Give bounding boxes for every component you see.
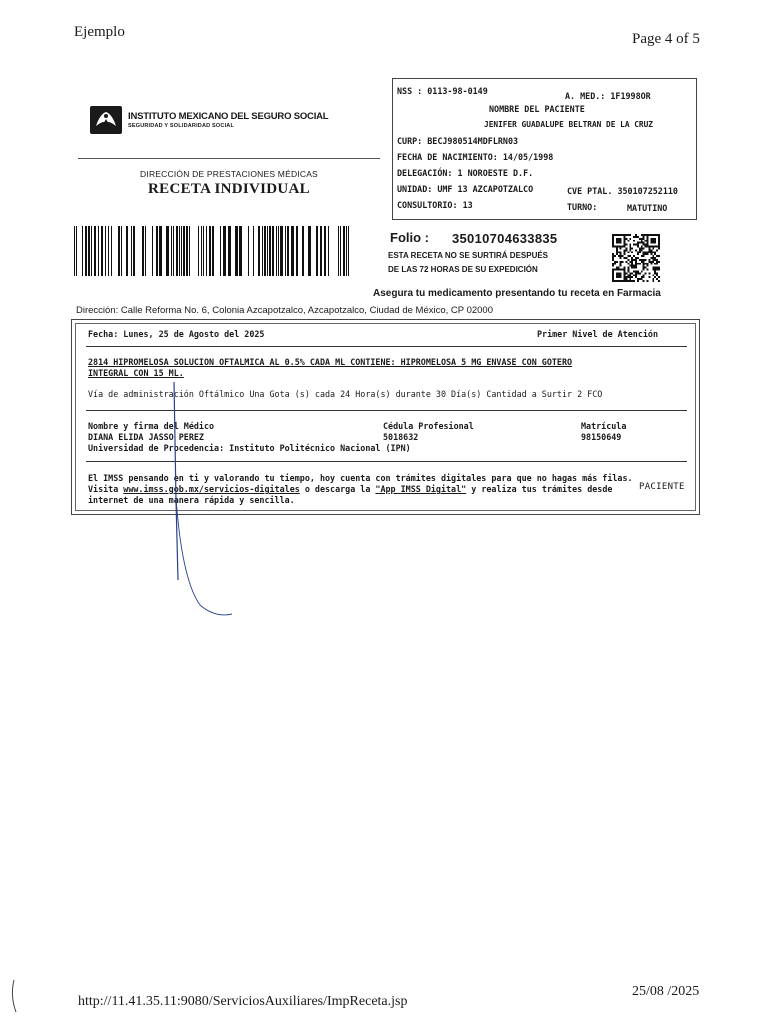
dob-label: FECHA DE NACIMIENTO: — [397, 152, 498, 162]
signature-mark — [160, 380, 240, 620]
matricula-label: Matrícula — [581, 421, 627, 431]
folio-note-line1: ESTA RECETA NO SE SURTIRÁ DESPUÉS — [388, 251, 549, 260]
unidad-value: UMF 13 AZCAPOTZALCO — [437, 184, 534, 194]
consultorio-value: 13 — [462, 200, 473, 210]
cedula-label: Cédula Profesional — [383, 421, 474, 431]
curp-value: BECJ980514MDFLRN03 — [427, 136, 519, 146]
a-med-label: A. MED.: — [565, 91, 606, 101]
patient-name-label: NOMBRE DEL PACIENTE — [489, 104, 585, 114]
footer-date: 25/08 /2025 — [632, 984, 700, 999]
institution-subtitle: SEGURIDAD Y SOLIDARIDAD SOCIAL — [128, 123, 235, 129]
info-line3: internet de una manera rápida y sencilla. — [88, 495, 295, 505]
header-divider — [78, 158, 380, 159]
app-name: "App IMSS Digital" — [375, 484, 467, 494]
patient-info-box — [392, 78, 697, 220]
institution-name: INSTITUTO MEXICANO DEL SEGURO SOCIAL — [128, 111, 329, 122]
consultorio-label: CONSULTORIO: — [397, 200, 458, 210]
rule-1 — [86, 346, 687, 347]
folio-note-line2: DE LAS 72 HORAS DE SU EXPEDICIÓN — [388, 265, 538, 274]
curp-label: CURP: — [397, 136, 423, 146]
university: Universidad de Procedencia: Instituto Politécnico Nacional (IPN) — [88, 443, 411, 453]
patient-name: JENIFER GUADALUPE BELTRAN DE LA CRUZ — [484, 120, 653, 129]
info-line1: El IMSS pensando en ti y valorando tu tiempo, hoy cuenta con trámites digitales para que no hagas más filas. — [88, 473, 633, 483]
imss-eagle-logo-icon — [90, 106, 122, 134]
matricula-value: 98150649 — [581, 432, 622, 442]
qr-code — [612, 234, 660, 282]
document-title: RECETA INDIVIDUAL — [148, 181, 310, 197]
folio-label: Folio : — [390, 230, 429, 245]
nss-label: NSS : — [397, 86, 423, 96]
medication-line2: INTEGRAL CON 15 ML. — [88, 368, 184, 378]
page-number: Page 4 of 5 — [632, 31, 700, 47]
turno-value: MATUTINO — [627, 203, 668, 213]
margin-mark — [4, 978, 24, 1014]
dob-value: 14/05/1998 — [502, 152, 554, 162]
footer-url: http://11.41.35.11:9080/ServiciosAuxiliares/ImpReceta.jsp — [78, 994, 408, 1009]
unidad-label: UNIDAD: — [397, 184, 433, 194]
doctor-name: DIANA ELIDA JASSO PEREZ — [88, 432, 204, 442]
address-line: Dirección: Calle Reforma No. 6, Colonia Azcapotzalco, Azcapotzalco, Ciudad de México, CP 02000 — [76, 305, 493, 316]
folio-number: 35010704633835 — [452, 231, 558, 246]
info-line2-mid: o descarga la — [299, 484, 376, 494]
page-header-left: Ejemplo — [74, 24, 125, 40]
info-line2-pre: Visita — [88, 484, 124, 494]
info-line2-post: y realiza tus trámites desde — [466, 484, 613, 494]
cedula-value: 5018632 — [383, 432, 419, 442]
turno-label: TURNO: — [567, 202, 598, 212]
cve-value: 350107252110 — [617, 186, 678, 196]
delegacion-value: 1 NOROESTE D.F. — [457, 168, 534, 178]
barcode — [74, 226, 350, 276]
institution-header — [90, 106, 328, 134]
nss-value: 0113-98-0149 — [427, 86, 488, 96]
delegacion-label: DELEGACIÓN: — [397, 168, 453, 178]
cve-label: CVE PTAL. — [567, 186, 613, 196]
prescription-date: Fecha: Lunes, 25 de Agosto del 2025 — [88, 329, 265, 339]
a-med-value: 1F1998OR — [610, 91, 651, 101]
attention-level: Primer Nivel de Atención — [537, 329, 659, 339]
medication-line1: 2814 HIPROMELOSA SOLUCION OFTALMICA AL 0.5% CADA ML CONTIENE: HIPROMELOSA 5 MG ENVASE CON GOTERO — [88, 357, 573, 367]
doctor-label: Nombre y firma del Médico — [88, 421, 215, 431]
pharmacy-banner: Asegura tu medicamento presentando tu receta en Farmacia — [373, 288, 661, 299]
copy-type: PACIENTE — [639, 482, 685, 492]
imss-link[interactable]: www.imss.gob.mx/servicios-digitales — [123, 484, 300, 494]
department-name: DIRECCIÓN DE PRESTACIONES MÉDICAS — [140, 169, 318, 179]
administration-route: Vía de administración Oftálmico Una Gota (s) cada 24 Hora(s) durante 30 Día(s) Cantidad a Surtir 2 FCO — [88, 389, 603, 399]
